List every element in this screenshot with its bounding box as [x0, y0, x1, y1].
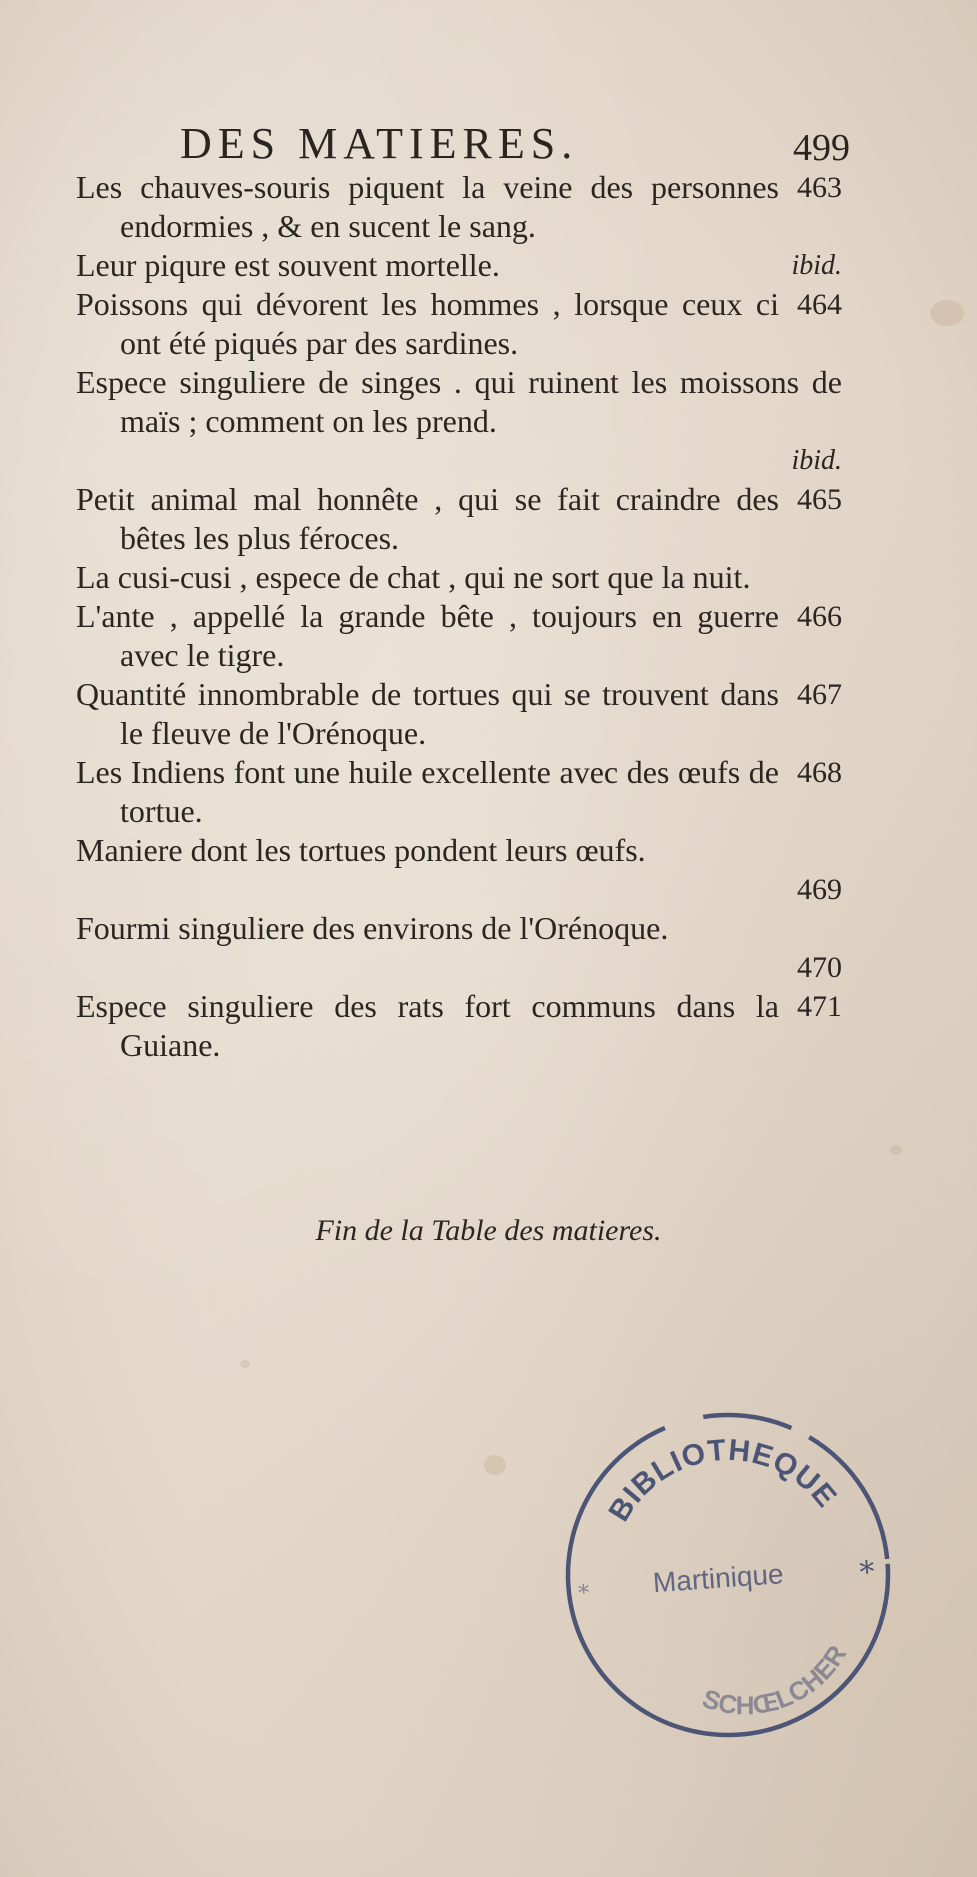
paper-stain [484, 1455, 506, 1475]
end-of-table-note: Fin de la Table des matieres. [315, 1214, 662, 1247]
entry-text: Espece singuliere des rats fort communs dans la Guiane. [76, 988, 779, 1063]
index-entry [76, 831, 842, 909]
entry-text: Poissons qui dévorent les hommes , lorsque ceux ci ont été piqués par des sardines. [76, 286, 779, 361]
entry-text: L'ante , appellé la grande bête , toujours en guerre avec le tigre. [76, 598, 779, 673]
header-title: DES MATIERES. [180, 119, 579, 168]
entry-text: Les chauves-souris piquent la veine des personnes endormies , & en sucent le sang. [76, 169, 779, 244]
entry-text: Petit animal mal honnête , qui se fait craindre des bêtes les plus féroces. [76, 481, 779, 556]
stamp-bottom-text [694, 1638, 856, 1724]
index-entry [76, 558, 842, 597]
page-number: 499 [793, 127, 850, 169]
entry-text: Fourmi singuliere des environs de l'Orénoque. [76, 910, 669, 946]
entry-text: Leur piqure est souvent mortelle. [76, 247, 500, 283]
index-entry [76, 480, 842, 558]
index-entry [76, 909, 842, 987]
star-icon: * [858, 1554, 876, 1591]
library-stamp-graphic [541, 1388, 915, 1762]
library-stamp [541, 1388, 915, 1762]
entry-page-ref: 465 [797, 483, 842, 516]
index-entry [76, 597, 842, 675]
entry-page-ref: 467 [797, 678, 842, 711]
entry-text: Maniere dont les tortues pondent leurs œufs. [76, 832, 646, 868]
paper-stain [930, 300, 964, 326]
entry-text: Espece singuliere de singes . qui ruinent les moissons de maïs ; comment on les prend. [76, 364, 842, 439]
stamp-top-text [598, 1426, 845, 1529]
entry-text: Les Indiens font une huile excellente avec des œufs de tortue. [76, 754, 779, 829]
entry-page-ref: ibid. [791, 250, 842, 281]
entry-page-ref: 466 [797, 600, 842, 633]
index-entry [76, 168, 842, 246]
running-header [150, 118, 850, 168]
entry-page-ref: 471 [797, 990, 842, 1023]
index-entry [76, 363, 842, 480]
stamp-center-text: Martinique [651, 1558, 785, 1599]
stamp-bottom-path: SCHŒLCHER [698, 1639, 853, 1721]
entry-text: La cusi-cusi , espece de chat , qui ne sort que la nuit. [76, 559, 751, 595]
entry-page-ref: 469 [797, 873, 842, 906]
index-entry [76, 987, 842, 1065]
index-entry [76, 675, 842, 753]
paper-stain [240, 1360, 250, 1368]
paper-stain [890, 1145, 902, 1155]
entry-page-ref: 464 [797, 288, 842, 321]
entry-page-ref: 470 [797, 951, 842, 984]
index-entry [76, 285, 842, 363]
index-entry [76, 246, 842, 285]
entry-page-ref: 468 [797, 756, 842, 789]
index-entry [76, 753, 842, 831]
entry-page-ref: ibid. [791, 445, 842, 476]
star-icon: * [577, 1580, 591, 1607]
entry-text: Quantité innombrable de tortues qui se trouvent dans le fleuve de l'Orénoque. [76, 676, 779, 751]
stamp-top-path: BIBLIOTHEQUE [602, 1433, 844, 1528]
index-entries [76, 168, 842, 1065]
entry-page-ref: 463 [797, 171, 842, 204]
